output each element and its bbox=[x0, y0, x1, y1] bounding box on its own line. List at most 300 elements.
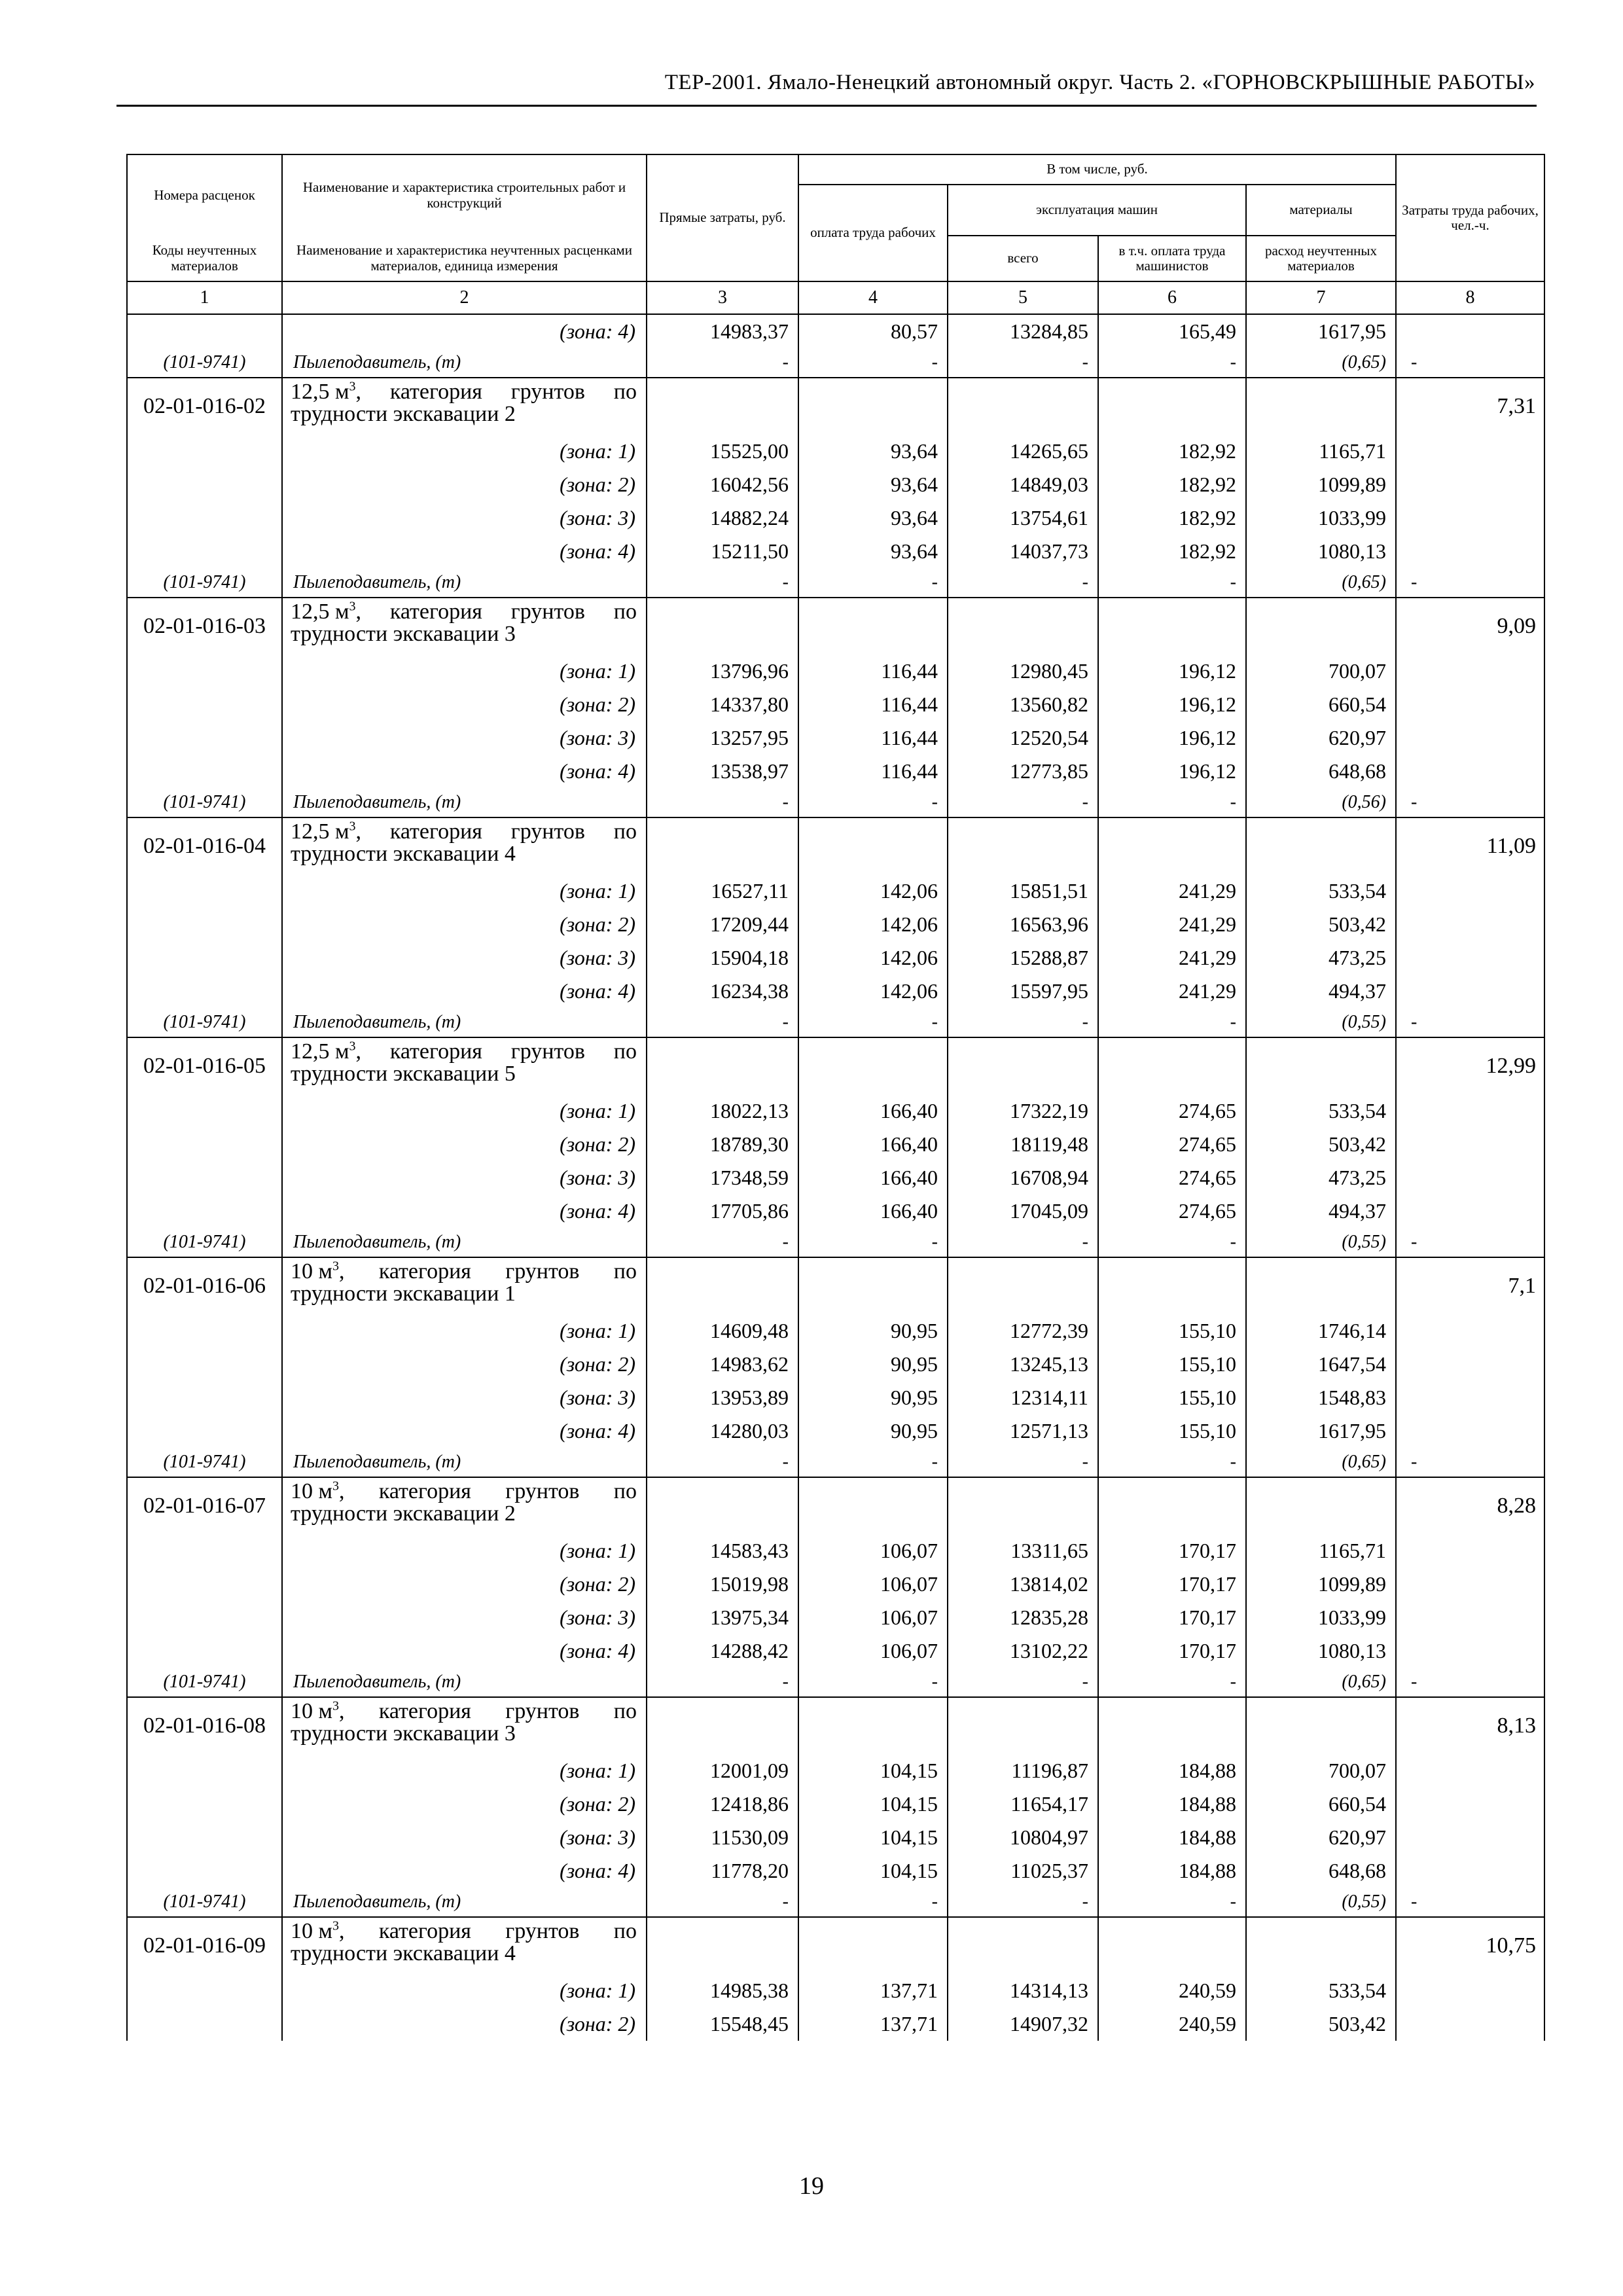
machinists-wages-cell: 196,12 bbox=[1098, 655, 1246, 688]
wages-cell: 104,15 bbox=[798, 1854, 948, 1888]
rate-unit: 10 $м^3$, bbox=[291, 1698, 345, 1723]
material-code: (101-9741) bbox=[127, 1668, 282, 1697]
material-consumption: (0,65) bbox=[1246, 1448, 1396, 1477]
machinists-wages-cell: 170,17 bbox=[1098, 1601, 1246, 1634]
cubic-superscript: 3 bbox=[332, 1698, 340, 1713]
machinists-wages-cell: 184,88 bbox=[1098, 1787, 1246, 1821]
empty-cell bbox=[1396, 1194, 1544, 1228]
column-numbers-row bbox=[127, 281, 1544, 314]
material-code: (101-9741) bbox=[127, 788, 282, 817]
col-direct-costs-header: Прямые затраты, руб. bbox=[647, 154, 798, 281]
zone-label: (зона: 4) bbox=[282, 1854, 647, 1888]
dash-cell: - bbox=[798, 1008, 948, 1037]
dash-cell: - bbox=[647, 1228, 798, 1257]
empty-cell bbox=[948, 378, 1098, 435]
direct-costs-cell: 18022,13 bbox=[647, 1094, 798, 1128]
direct-costs-cell: 14280,03 bbox=[647, 1414, 798, 1448]
desc-word: категория bbox=[378, 1699, 471, 1723]
dash-cell: - bbox=[798, 1228, 948, 1257]
col-machinists-wages-header: в т.ч. оплата труда машинистов bbox=[1098, 236, 1246, 281]
col-material-consumption-header: расход неучтенных материалов bbox=[1246, 236, 1396, 281]
zone-label: (зона: 1) bbox=[282, 1974, 647, 2007]
header-rule bbox=[116, 105, 1537, 107]
desc-word: по bbox=[613, 380, 637, 404]
material-name: Пылеподавитель, (т) bbox=[282, 1228, 647, 1257]
materials-cell: 533,54 bbox=[1246, 1094, 1396, 1128]
wages-cell: 104,15 bbox=[798, 1787, 948, 1821]
rate-description bbox=[282, 1257, 647, 1314]
materials-cell: 503,42 bbox=[1246, 1128, 1396, 1161]
rate-code: 02-01-016-07 bbox=[127, 1477, 282, 1534]
machines-total-cell: 12772,39 bbox=[948, 1314, 1098, 1348]
desc-word: по bbox=[613, 1699, 637, 1723]
direct-costs-cell: 14337,80 bbox=[647, 688, 798, 721]
column-number: 8 bbox=[1396, 281, 1544, 314]
zone-row bbox=[127, 2007, 1544, 2041]
machinists-wages-cell: 184,88 bbox=[1098, 1854, 1246, 1888]
empty-cell bbox=[948, 1917, 1098, 1974]
dash-cell: - bbox=[948, 568, 1098, 598]
column-number: 6 bbox=[1098, 281, 1246, 314]
empty-cell bbox=[1246, 817, 1396, 874]
empty-cell bbox=[127, 1314, 282, 1348]
empty-cell bbox=[127, 721, 282, 755]
rate-description-line2: трудности экскавации 3 bbox=[291, 1721, 516, 1746]
empty-cell bbox=[798, 378, 948, 435]
direct-costs-cell: 16234,38 bbox=[647, 975, 798, 1008]
machines-total-cell: 14037,73 bbox=[948, 535, 1098, 568]
machines-total-cell: 12520,54 bbox=[948, 721, 1098, 755]
materials-cell: 660,54 bbox=[1246, 1787, 1396, 1821]
empty-cell bbox=[798, 1917, 948, 1974]
empty-cell bbox=[127, 1601, 282, 1634]
machines-total-cell: 15851,51 bbox=[948, 874, 1098, 908]
direct-costs-cell: 13975,34 bbox=[647, 1601, 798, 1634]
empty-cell bbox=[798, 817, 948, 874]
materials-cell: 1617,95 bbox=[1246, 1414, 1396, 1448]
empty-cell bbox=[1396, 1634, 1544, 1668]
wages-cell: 104,15 bbox=[798, 1821, 948, 1854]
machinists-wages-cell: 241,29 bbox=[1098, 874, 1246, 908]
wages-cell: 137,71 bbox=[798, 1974, 948, 2007]
column-number: 2 bbox=[282, 281, 647, 314]
machinists-wages-cell: 155,10 bbox=[1098, 1414, 1246, 1448]
zone-row bbox=[127, 975, 1544, 1008]
direct-costs-cell: 12418,86 bbox=[647, 1787, 798, 1821]
dash-cell: - bbox=[1098, 568, 1246, 598]
empty-cell bbox=[647, 378, 798, 435]
wages-cell: 142,06 bbox=[798, 874, 948, 908]
zone-label: (зона: 3) bbox=[282, 1601, 647, 1634]
labor-cost: 9,09 bbox=[1396, 598, 1544, 655]
material-row bbox=[127, 1228, 1544, 1257]
direct-costs-cell: 14983,37 bbox=[647, 314, 798, 348]
dash-cell: - bbox=[1396, 1228, 1544, 1257]
desc-word: грунтов bbox=[505, 1479, 580, 1503]
zone-row bbox=[127, 1534, 1544, 1568]
empty-cell bbox=[127, 535, 282, 568]
empty-cell bbox=[127, 1348, 282, 1381]
zone-label: (зона: 4) bbox=[282, 1194, 647, 1228]
direct-costs-cell: 15525,00 bbox=[647, 435, 798, 468]
zone-label: (зона: 2) bbox=[282, 688, 647, 721]
machinists-wages-cell: 182,92 bbox=[1098, 501, 1246, 535]
materials-cell: 473,25 bbox=[1246, 941, 1396, 975]
machines-total-cell: 10804,97 bbox=[948, 1821, 1098, 1854]
dash-cell: - bbox=[948, 1668, 1098, 1697]
empty-cell bbox=[127, 1534, 282, 1568]
material-row bbox=[127, 348, 1544, 378]
col-wages-header: оплата труда рабочих bbox=[798, 185, 948, 281]
direct-costs-cell: 14985,38 bbox=[647, 1974, 798, 2007]
materials-cell: 1617,95 bbox=[1246, 314, 1396, 348]
materials-cell: 494,37 bbox=[1246, 975, 1396, 1008]
empty-cell bbox=[1098, 378, 1246, 435]
running-header: ТЕР-2001. Ямало-Ненецкий автономный округ. Часть 2. «ГОРНОВСКРЫШНЫЕ РАБОТЫ» bbox=[664, 71, 1535, 94]
rate-title-row bbox=[127, 1037, 1544, 1094]
zone-row bbox=[127, 1194, 1544, 1228]
materials-cell: 648,68 bbox=[1246, 1854, 1396, 1888]
rate-description bbox=[282, 1697, 647, 1754]
material-row bbox=[127, 788, 1544, 817]
column-number: 3 bbox=[647, 281, 798, 314]
dash-cell: - bbox=[647, 788, 798, 817]
cubic-superscript: 3 bbox=[349, 599, 356, 614]
machinists-wages-cell: 165,49 bbox=[1098, 314, 1246, 348]
material-name: Пылеподавитель, (т) bbox=[282, 1888, 647, 1917]
direct-costs-cell: 12001,09 bbox=[647, 1754, 798, 1787]
machinists-wages-cell: 196,12 bbox=[1098, 721, 1246, 755]
material-name: Пылеподавитель, (т) bbox=[282, 788, 647, 817]
zone-label: (зона: 2) bbox=[282, 908, 647, 941]
empty-cell bbox=[1396, 501, 1544, 535]
column-number: 7 bbox=[1246, 281, 1396, 314]
empty-cell bbox=[1396, 1821, 1544, 1854]
empty-cell bbox=[1098, 817, 1246, 874]
desc-word: категория bbox=[378, 1479, 471, 1503]
direct-costs-cell: 14882,24 bbox=[647, 501, 798, 535]
cubic-superscript: 3 bbox=[349, 1039, 356, 1054]
empty-cell bbox=[1098, 598, 1246, 655]
empty-cell bbox=[1396, 655, 1544, 688]
zone-label: (зона: 2) bbox=[282, 1348, 647, 1381]
material-code: (101-9741) bbox=[127, 1448, 282, 1477]
wages-cell: 80,57 bbox=[798, 314, 948, 348]
rate-code: 02-01-016-02 bbox=[127, 378, 282, 435]
machines-total-cell: 13754,61 bbox=[948, 501, 1098, 535]
materials-cell: 503,42 bbox=[1246, 908, 1396, 941]
wages-cell: 90,95 bbox=[798, 1348, 948, 1381]
machines-total-cell: 12980,45 bbox=[948, 655, 1098, 688]
machines-total-cell: 12835,28 bbox=[948, 1601, 1098, 1634]
materials-cell: 533,54 bbox=[1246, 874, 1396, 908]
cubic-superscript: 3 bbox=[349, 379, 356, 394]
empty-cell bbox=[127, 1787, 282, 1821]
wages-cell: 116,44 bbox=[798, 721, 948, 755]
empty-cell bbox=[1246, 1257, 1396, 1314]
empty-cell bbox=[1396, 1161, 1544, 1194]
empty-cell bbox=[1396, 941, 1544, 975]
desc-word: категория bbox=[389, 1039, 482, 1064]
empty-cell bbox=[647, 598, 798, 655]
dash-cell: - bbox=[1396, 348, 1544, 378]
desc-word: по bbox=[613, 1919, 637, 1943]
rate-description bbox=[282, 817, 647, 874]
empty-cell bbox=[1396, 2007, 1544, 2041]
machinists-wages-cell: 274,65 bbox=[1098, 1161, 1246, 1194]
wages-cell: 166,40 bbox=[798, 1094, 948, 1128]
machines-total-cell: 11654,17 bbox=[948, 1787, 1098, 1821]
rate-unit: 12,5 $м^3$, bbox=[291, 819, 362, 844]
direct-costs-cell: 14983,62 bbox=[647, 1348, 798, 1381]
zone-label: (зона: 4) bbox=[282, 755, 647, 788]
direct-costs-cell: 17348,59 bbox=[647, 1161, 798, 1194]
col-materials-header: материалы bbox=[1246, 185, 1396, 236]
desc-word: грунтов bbox=[510, 819, 585, 844]
rate-title-row bbox=[127, 598, 1544, 655]
empty-cell bbox=[948, 598, 1098, 655]
material-name: Пылеподавитель, (т) bbox=[282, 1008, 647, 1037]
empty-cell bbox=[127, 1381, 282, 1414]
materials-cell: 700,07 bbox=[1246, 1754, 1396, 1787]
zone-label: (зона: 4) bbox=[282, 1414, 647, 1448]
machinists-wages-cell: 196,12 bbox=[1098, 688, 1246, 721]
empty-cell bbox=[1098, 1697, 1246, 1754]
empty-cell bbox=[127, 2007, 282, 2041]
empty-cell bbox=[647, 1257, 798, 1314]
machines-total-cell: 17322,19 bbox=[948, 1094, 1098, 1128]
empty-cell bbox=[127, 501, 282, 535]
zone-row bbox=[127, 688, 1544, 721]
dash-cell: - bbox=[798, 348, 948, 378]
dash-cell: - bbox=[948, 1008, 1098, 1037]
empty-cell bbox=[1246, 1697, 1396, 1754]
empty-cell bbox=[647, 1917, 798, 1974]
empty-cell bbox=[1396, 1381, 1544, 1414]
empty-cell bbox=[948, 817, 1098, 874]
wages-cell: 116,44 bbox=[798, 655, 948, 688]
col-rate-number-header: Номера расценок bbox=[127, 154, 282, 236]
rate-code: 02-01-016-03 bbox=[127, 598, 282, 655]
empty-cell bbox=[798, 598, 948, 655]
empty-cell bbox=[127, 1974, 282, 2007]
empty-cell bbox=[1246, 1917, 1396, 1974]
machinists-wages-cell: 182,92 bbox=[1098, 435, 1246, 468]
zone-label: (зона: 4) bbox=[282, 975, 647, 1008]
dash-cell: - bbox=[647, 1448, 798, 1477]
empty-cell bbox=[798, 1257, 948, 1314]
materials-cell: 1548,83 bbox=[1246, 1381, 1396, 1414]
desc-word: категория bbox=[389, 819, 482, 844]
empty-cell bbox=[1396, 721, 1544, 755]
zone-row bbox=[127, 1128, 1544, 1161]
dash-cell: - bbox=[1098, 1448, 1246, 1477]
machines-total-cell: 16563,96 bbox=[948, 908, 1098, 941]
rate-description-line2: трудности экскавации 3 bbox=[291, 622, 516, 646]
machines-total-cell: 13560,82 bbox=[948, 688, 1098, 721]
machines-total-cell: 12773,85 bbox=[948, 755, 1098, 788]
dash-cell: - bbox=[1098, 788, 1246, 817]
empty-cell bbox=[127, 755, 282, 788]
empty-cell bbox=[1396, 435, 1544, 468]
col-labor-costs-header: Затраты труда рабочих, чел.-ч. bbox=[1396, 154, 1544, 281]
zone-label: (зона: 3) bbox=[282, 721, 647, 755]
rate-unit-value: 12,5 м bbox=[291, 600, 349, 624]
column-number: 1 bbox=[127, 281, 282, 314]
material-name: Пылеподавитель, (т) bbox=[282, 1668, 647, 1697]
direct-costs-cell: 14609,48 bbox=[647, 1314, 798, 1348]
desc-word: грунтов bbox=[510, 600, 585, 624]
empty-cell bbox=[127, 468, 282, 501]
rate-description bbox=[282, 598, 647, 655]
wages-cell: 106,07 bbox=[798, 1534, 948, 1568]
machinists-wages-cell: 184,88 bbox=[1098, 1754, 1246, 1787]
materials-cell: 620,97 bbox=[1246, 721, 1396, 755]
machinists-wages-cell: 170,17 bbox=[1098, 1568, 1246, 1601]
rate-unit-value: 12,5 м bbox=[291, 1039, 349, 1064]
empty-cell bbox=[1098, 1477, 1246, 1534]
dash-cell: - bbox=[647, 348, 798, 378]
empty-cell bbox=[127, 1634, 282, 1668]
empty-cell bbox=[127, 1854, 282, 1888]
empty-cell bbox=[1396, 1601, 1544, 1634]
direct-costs-cell: 14583,43 bbox=[647, 1534, 798, 1568]
machinists-wages-cell: 274,65 bbox=[1098, 1094, 1246, 1128]
empty-cell bbox=[127, 1754, 282, 1787]
dash-cell: - bbox=[647, 1888, 798, 1917]
dash-cell: - bbox=[1098, 1228, 1246, 1257]
direct-costs-cell: 14288,42 bbox=[647, 1634, 798, 1668]
machines-total-cell: 16708,94 bbox=[948, 1161, 1098, 1194]
rate-unit: 12,5 $м^3$, bbox=[291, 599, 362, 624]
desc-word: грунтов bbox=[505, 1919, 580, 1943]
materials-cell: 494,37 bbox=[1246, 1194, 1396, 1228]
desc-word: грунтов bbox=[510, 1039, 585, 1064]
direct-costs-cell: 15211,50 bbox=[647, 535, 798, 568]
zone-row bbox=[127, 1314, 1544, 1348]
machinists-wages-cell: 155,10 bbox=[1098, 1348, 1246, 1381]
direct-costs-cell: 18789,30 bbox=[647, 1128, 798, 1161]
empty-cell bbox=[1396, 688, 1544, 721]
empty-cell bbox=[1396, 1414, 1544, 1448]
zone-row bbox=[127, 655, 1544, 688]
wages-cell: 90,95 bbox=[798, 1381, 948, 1414]
material-row bbox=[127, 1888, 1544, 1917]
desc-word: по bbox=[613, 1259, 637, 1283]
empty-cell bbox=[1396, 468, 1544, 501]
rate-code: 02-01-016-08 bbox=[127, 1697, 282, 1754]
empty-cell bbox=[1396, 1787, 1544, 1821]
zone-label: (зона: 3) bbox=[282, 501, 647, 535]
machines-total-cell: 14907,32 bbox=[948, 2007, 1098, 2041]
empty-cell bbox=[948, 1697, 1098, 1754]
dash-cell: - bbox=[798, 1888, 948, 1917]
zone-row bbox=[127, 501, 1544, 535]
empty-cell bbox=[127, 1821, 282, 1854]
materials-cell: 1647,54 bbox=[1246, 1348, 1396, 1381]
rate-title-row bbox=[127, 1477, 1544, 1534]
material-row bbox=[127, 1008, 1544, 1037]
direct-costs-cell: 17705,86 bbox=[647, 1194, 798, 1228]
machinists-wages-cell: 241,29 bbox=[1098, 975, 1246, 1008]
col-group-header: В том числе, руб. bbox=[798, 154, 1396, 185]
machines-total-cell: 15288,87 bbox=[948, 941, 1098, 975]
rate-description bbox=[282, 1037, 647, 1094]
empty-cell bbox=[1098, 1257, 1246, 1314]
material-name: Пылеподавитель, (т) bbox=[282, 348, 647, 378]
material-code: (101-9741) bbox=[127, 348, 282, 378]
rate-code: 02-01-016-05 bbox=[127, 1037, 282, 1094]
wages-cell: 93,64 bbox=[798, 535, 948, 568]
desc-word: по bbox=[613, 600, 637, 624]
wages-cell: 166,40 bbox=[798, 1194, 948, 1228]
rate-unit-value: 12,5 м bbox=[291, 380, 349, 404]
materials-cell: 1746,14 bbox=[1246, 1314, 1396, 1348]
page-number: 19 bbox=[799, 2172, 824, 2200]
empty-cell bbox=[647, 1477, 798, 1534]
zone-label: (зона: 2) bbox=[282, 1128, 647, 1161]
wages-cell: 142,06 bbox=[798, 941, 948, 975]
zone-row bbox=[127, 435, 1544, 468]
labor-cost: 11,09 bbox=[1396, 817, 1544, 874]
wages-cell: 142,06 bbox=[798, 975, 948, 1008]
machines-total-cell: 13311,65 bbox=[948, 1534, 1098, 1568]
empty-cell bbox=[127, 1568, 282, 1601]
machinists-wages-cell: 241,29 bbox=[1098, 908, 1246, 941]
material-row bbox=[127, 568, 1544, 598]
column-number: 4 bbox=[798, 281, 948, 314]
empty-cell bbox=[127, 941, 282, 975]
zone-row bbox=[127, 941, 1544, 975]
machinists-wages-cell: 182,92 bbox=[1098, 468, 1246, 501]
machinists-wages-cell: 155,10 bbox=[1098, 1314, 1246, 1348]
empty-cell bbox=[798, 1477, 948, 1534]
zone-label: (зона: 1) bbox=[282, 874, 647, 908]
rate-unit: 12,5 $м^3$, bbox=[291, 379, 362, 404]
wages-cell: 106,07 bbox=[798, 1568, 948, 1601]
zone-row bbox=[127, 1974, 1544, 2007]
direct-costs-cell: 13796,96 bbox=[647, 655, 798, 688]
rate-description-line2: трудности экскавации 2 bbox=[291, 1501, 516, 1526]
machines-total-cell: 13284,85 bbox=[948, 314, 1098, 348]
desc-word: по bbox=[613, 1039, 637, 1064]
dash-cell: - bbox=[647, 568, 798, 598]
zone-label: (зона: 1) bbox=[282, 1094, 647, 1128]
desc-word: грунтов bbox=[505, 1699, 580, 1723]
rate-description-line2: трудности экскавации 4 bbox=[291, 1941, 516, 1965]
labor-cost: 7,1 bbox=[1396, 1257, 1544, 1314]
material-name: Пылеподавитель, (т) bbox=[282, 568, 647, 598]
zone-label: (зона: 3) bbox=[282, 1161, 647, 1194]
wages-cell: 93,64 bbox=[798, 501, 948, 535]
dash-cell: - bbox=[1098, 1888, 1246, 1917]
rate-title-row bbox=[127, 1257, 1544, 1314]
zone-row bbox=[127, 1381, 1544, 1414]
dash-cell: - bbox=[798, 788, 948, 817]
empty-cell bbox=[127, 1194, 282, 1228]
rate-unit-value: 12,5 м bbox=[291, 819, 349, 844]
material-consumption: (0,55) bbox=[1246, 1888, 1396, 1917]
rate-unit: 10 $м^3$, bbox=[291, 1479, 345, 1503]
col-material-name-header: Наименование и характеристика неучтенных расценками материалов, единица измерения bbox=[282, 236, 647, 281]
rate-title-row bbox=[127, 817, 1544, 874]
zone-label: (зона: 1) bbox=[282, 1534, 647, 1568]
empty-cell bbox=[1396, 1094, 1544, 1128]
empty-cell bbox=[1396, 874, 1544, 908]
zone-row bbox=[127, 1601, 1544, 1634]
dash-cell: - bbox=[1396, 1668, 1544, 1697]
materials-cell: 1165,71 bbox=[1246, 1534, 1396, 1568]
